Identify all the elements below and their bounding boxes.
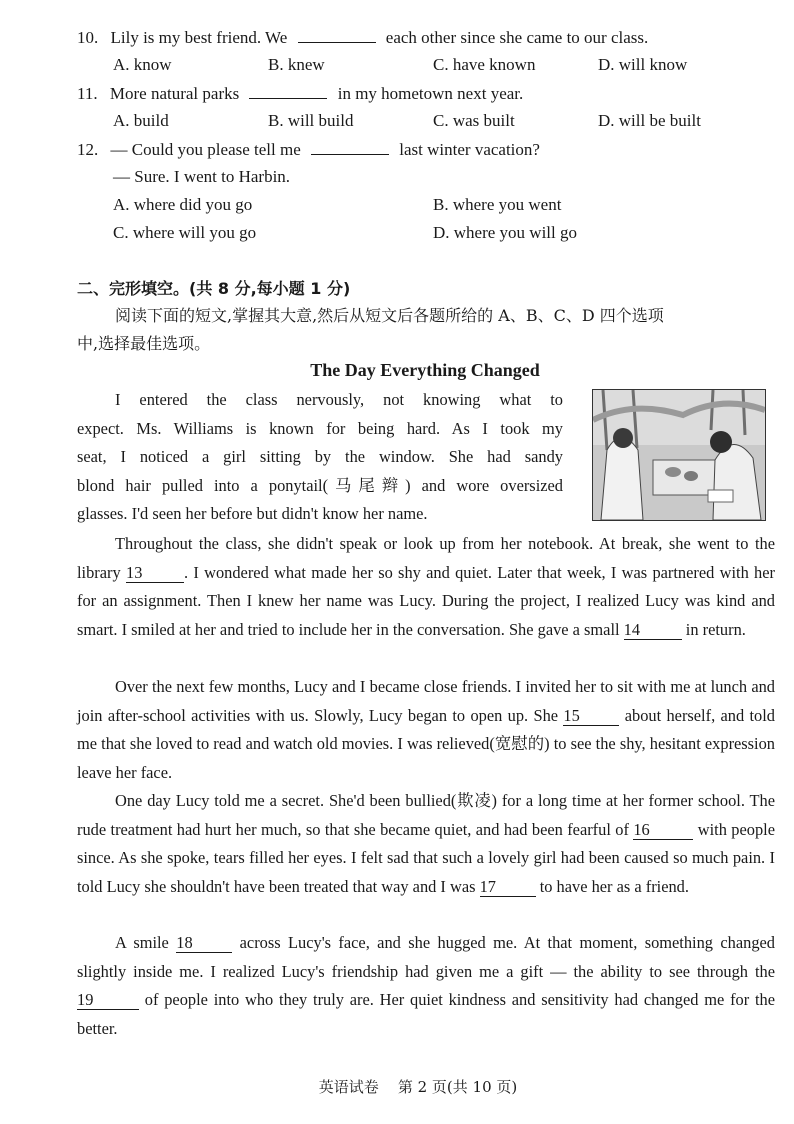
passage-line: glasses. I'd seen her before but didn't know her name. — [77, 504, 428, 524]
option-a: A. know — [113, 55, 172, 74]
passage-paragraph-2 — [77, 530, 775, 644]
passage-line: seat, I noticed a girl sitting by the window. She had sandy — [77, 447, 563, 467]
question-stem: Lily is my best friend. We — [110, 28, 288, 47]
option-c: C. was built — [433, 111, 515, 130]
blank-16: 16 — [633, 821, 693, 840]
passage-text: of people into who they truly are. Her quiet kindness and sensitivity had changed me for the better. — [77, 990, 775, 1038]
option-c: C. where will you go — [113, 223, 257, 242]
option-a: A. where did you go — [113, 195, 253, 214]
question-stem: — Could you please tell me — [110, 140, 301, 159]
question-stem-end: each other since she came to our class. — [385, 28, 649, 47]
page-footer: 英语试卷 第 2 页(共 10 页) — [318, 1078, 518, 1096]
passage-text: in return. — [685, 619, 746, 639]
photo-students-drawing-outdoors-icon — [592, 389, 766, 521]
passage-text: with people since. As she spoke, tears filled her eyes. I felt sad that such a lovely girl had been caused so much pain. I told Lucy she shouldn't have been treated that way and I was — [77, 819, 775, 896]
section-instruction-cont: 中,选择最佳选项。 — [77, 334, 211, 353]
question-stem-end: in my hometown next year. — [337, 84, 524, 103]
question-number: 10. — [77, 28, 99, 47]
question-number: 12. — [77, 140, 99, 159]
passage-line: blond hair pulled into a ponytail(马尾辫) and wore oversized — [77, 475, 563, 495]
passage-text: Over the next few months, Lucy and I became close friends. I invited her to sit with me at lunch and join after-school activities with us. Slowly, Lucy began to open up. She — [77, 677, 775, 725]
passage-text: across Lucy's face, and she hugged me. At that moment, something changed slightly inside me. I realized Lucy's friendship had given me a gift — the ability to see through the — [77, 933, 775, 981]
question-number: 11. — [77, 84, 98, 103]
option-a: A. build — [113, 111, 169, 130]
dialogue-reply: — Sure. I went to Harbin. — [113, 167, 291, 186]
blank-13: 13 — [126, 564, 184, 583]
passage-paragraph-1 — [77, 386, 563, 529]
passage-line: I entered the class nervously, not knowing what to — [115, 390, 563, 409]
passage-text: Throughout the class, she didn't speak or look up from her notebook. At break, she went to the library — [77, 534, 775, 582]
answer-blank — [311, 138, 389, 155]
answer-blank — [298, 26, 376, 43]
question-stem-end: last winter vacation? — [399, 140, 540, 159]
option-d: D. will be built — [598, 111, 701, 130]
section-instruction: 阅读下面的短文,掌握其大意,然后从短文后各题所给的 A、B、C、D 四个选项 — [115, 306, 664, 325]
answer-blank — [249, 82, 327, 99]
question-11 — [77, 82, 523, 105]
option-b: B. where you went — [433, 195, 562, 214]
blank-17: 17 — [480, 878, 536, 897]
option-c: C. have known — [433, 55, 536, 74]
blank-19: 19 — [77, 991, 139, 1010]
option-d: D. where you will go — [433, 223, 578, 242]
passage-text: to have her as a friend. — [539, 876, 689, 896]
option-b: B. will build — [268, 111, 354, 130]
passage-line: expect. Ms. Williams is known for being hard. As I took my — [77, 418, 563, 438]
passage-paragraph-4 — [77, 787, 775, 901]
passage-text: A smile — [115, 933, 169, 952]
question-stem: More natural parks — [109, 84, 240, 103]
passage-paragraph-3 — [77, 673, 775, 787]
blank-14: 14 — [624, 621, 682, 640]
passage-text: One day Lucy told me a secret. She'd been bullied(欺凌) for a long time at her former school. The rude treatment had hurt her much, so that she became quiet, and had been fearful of — [77, 791, 775, 839]
blank-18: 18 — [176, 934, 232, 953]
question-10 — [77, 26, 648, 49]
section-heading: 二、完形填空。(共 8 分,每小题 1 分) — [77, 279, 351, 298]
passage-paragraph-5 — [77, 929, 775, 1043]
option-d: D. will know — [598, 55, 688, 74]
passage-text: about herself, and told me that she loved to read and watch old movies. I was relieved(宽慰的) to see the shy, hesitant expression leave her face. — [77, 705, 775, 782]
question-12 — [77, 138, 540, 161]
blank-15: 15 — [563, 707, 619, 726]
passage-text: . I wondered what made her so shy and quiet. Later that week, I was partnered with her for an assignment. Then I knew her name was Lucy. During the project, I realized Lucy was kind and smart. I smiled at her and tried to include her in the conversation. She gave a small — [77, 562, 775, 639]
option-b: B. knew — [268, 55, 325, 74]
passage-title: The Day Everything Changed — [310, 360, 540, 380]
